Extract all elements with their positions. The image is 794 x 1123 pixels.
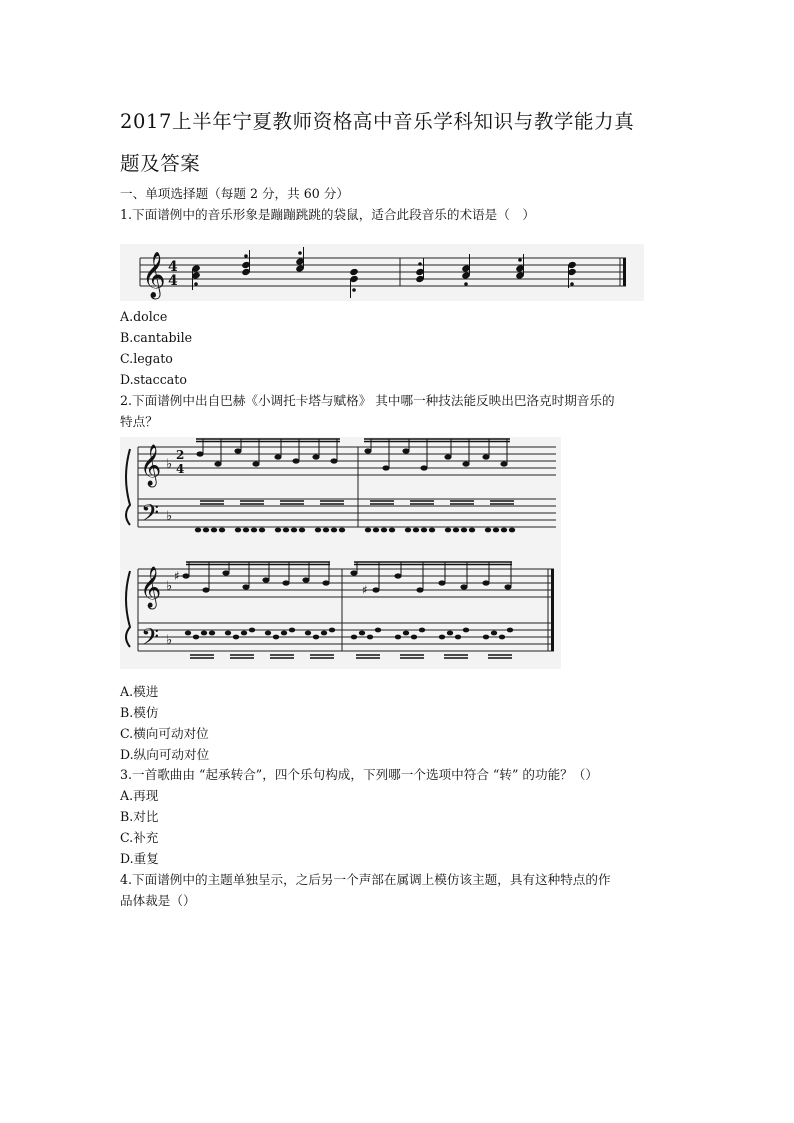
q3-option-b: B.对比 bbox=[120, 809, 159, 824]
time-signature-bottom: 4 bbox=[176, 462, 185, 476]
q2-option-a: A.模进 bbox=[120, 684, 159, 699]
section-heading: 一、单项选择题（每题 2 分，共 60 分） bbox=[120, 186, 349, 201]
sharp-icon: ♯ bbox=[362, 583, 368, 597]
treble-clef-icon: 𝄞 bbox=[142, 252, 166, 298]
flat-icon: ♭ bbox=[166, 509, 173, 524]
treble-clef-icon: 𝄞 bbox=[140, 567, 162, 608]
q2-option-c: C.横向可动对位 bbox=[120, 726, 209, 741]
q3-option-c: C.补充 bbox=[120, 830, 159, 845]
flat-icon: ♭ bbox=[166, 579, 173, 594]
time-signature-top: 4 bbox=[168, 259, 178, 275]
bass-clef-icon: 𝄢 bbox=[141, 499, 160, 532]
q1-option-d: D.staccato bbox=[120, 372, 187, 387]
time-signature-bottom: 4 bbox=[168, 273, 178, 289]
q3-option-a: A.再现 bbox=[120, 788, 159, 803]
bass-clef-icon: 𝄢 bbox=[141, 623, 160, 656]
question-4-stem-line1: 4.下面谱例中的主题单独呈示，之后另一个声部在属调上模仿该主题，具有这种特点的作 bbox=[120, 872, 611, 887]
q1-option-a: A.dolce bbox=[120, 309, 168, 324]
question-4-stem-line2: 品体裁是（） bbox=[120, 893, 196, 908]
treble-clef-icon: 𝄞 bbox=[140, 445, 162, 486]
question-3-stem: 3.一首歌曲由 “起承转合”，四个乐句构成，下列哪一个选项中符合 “转” 的功能？（） bbox=[120, 767, 598, 782]
flat-icon: ♭ bbox=[166, 633, 173, 648]
question-1-stem: 1.下面谱例中的音乐形象是蹦蹦跳跳的袋鼠，适合此段音乐的术语是（ ） bbox=[120, 207, 536, 222]
question-2-stem-line2: 特点？ bbox=[120, 414, 158, 429]
q2-option-d: D.纵向可动对位 bbox=[120, 747, 210, 762]
time-signature-top: 2 bbox=[176, 448, 185, 462]
q2-option-b: B.模仿 bbox=[120, 705, 159, 720]
q3-option-d: D.重复 bbox=[120, 851, 159, 866]
document-title-line1: 2017上半年宁夏教师资格高中音乐学科知识与教学能力真 bbox=[120, 110, 635, 133]
sharp-icon: ♯ bbox=[174, 569, 180, 583]
question-2-stem-line1: 2.下面谱例中出自巴赫《小调托卡塔与赋格》 其中哪一种技法能反映出巴洛克时期音乐的 bbox=[120, 393, 615, 408]
music-score-1 bbox=[120, 244, 644, 301]
document-title-line2: 题及答案 bbox=[120, 152, 201, 175]
q1-option-c: C.legato bbox=[120, 351, 173, 366]
flat-icon: ♭ bbox=[166, 457, 173, 472]
q1-option-b: B.cantabile bbox=[120, 330, 193, 345]
music-score-2 bbox=[120, 437, 561, 669]
